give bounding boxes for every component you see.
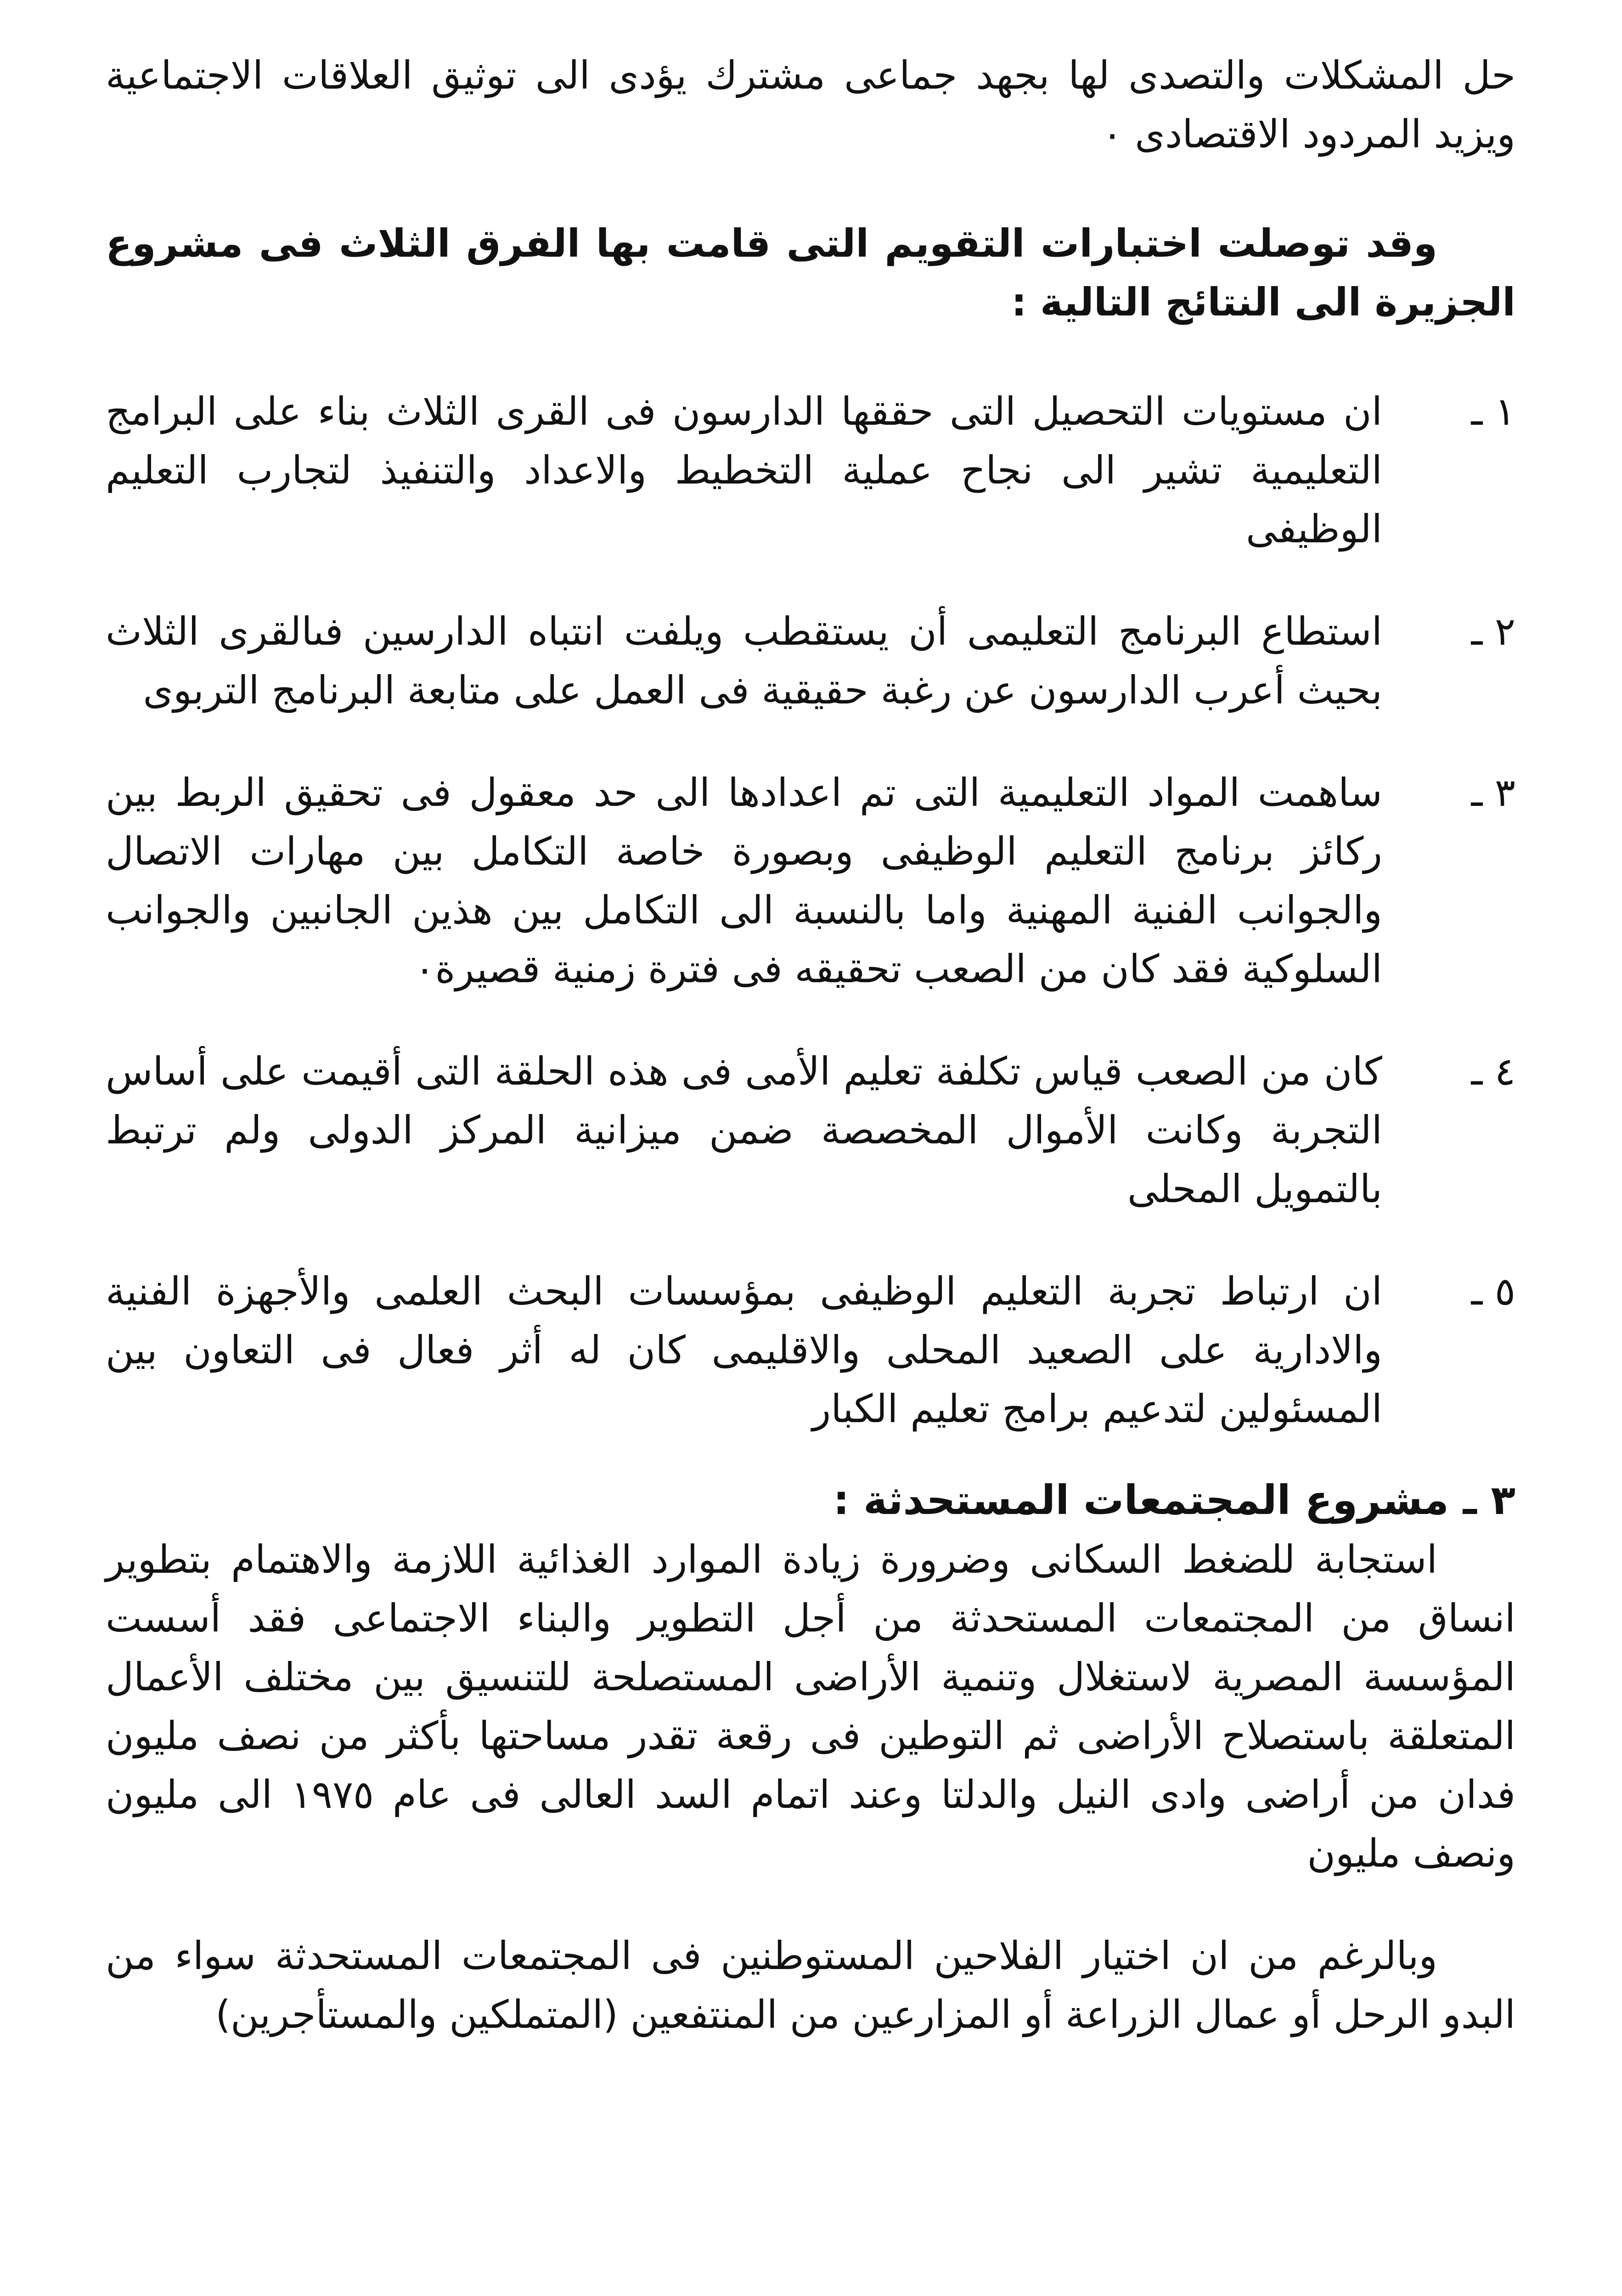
result-item-2 (106, 602, 1515, 720)
result-item-1 (106, 382, 1515, 558)
result-number: ١ ـ (1471, 389, 1515, 434)
result-item-5 (106, 1262, 1515, 1438)
intro-paragraph: حل المشكلات والتصدى لها بجهد جماعى مشترك يؤدى الى توثيق العلاقات الاجتماعية ويزيد المردود الاقتصادى ٠ (106, 53, 1515, 157)
section-paragraph-2: وبالرغم من ان اختيار الفلاحين المستوطنين فى المجتمعات المستحدثة سواء من البدو الرحل أو عمال الزراعة أو المزارعين من المنتفعين (المتملكين والمستأجرين) (106, 1933, 1515, 2037)
result-number: ٣ ـ (1471, 770, 1515, 815)
result-number: ٥ ـ (1471, 1269, 1515, 1314)
result-number: ٢ ـ (1471, 609, 1515, 654)
section-heading: ٣ ـ مشروع المجتمعات المستحدثة : (833, 1476, 1515, 1524)
result-text: ان مستويات التحصيل التى حققها الدارسون فى القرى الثلاث بناء على البرامج التعليمية تشير الى نجاح عملية التخطيط والاعداد والتنفيذ لتجارب التعليم الوظيفى (106, 389, 1382, 551)
document-page (106, 46, 1515, 2044)
result-text: كان من الصعب قياس تكلفة تعليم الأمى فى هذه الحلقة التى أقيمت على أساس التجربة وكانت الأموال المخصصة ضمن ميزانية المركز الدولى ولم ترتبط بالتمويل المحلى (106, 1049, 1382, 1211)
result-text: ان ارتباط تجربة التعليم الوظيفى بمؤسسات البحث العلمى والأجهزة الفنية والادارية على الصعيد المحلى والاقليمى كان له أثر فعال فى التعاون بين المسئولين لتدعيم برامج تعليم الكبار (106, 1269, 1382, 1431)
result-number: ٤ ـ (1471, 1049, 1515, 1094)
results-lead-paragraph: وقد توصلت اختبارات التقويم التى قامت بها الفرق الثلاث فى مشروع الجزيرة الى النتائج التالية : (106, 221, 1515, 325)
section-paragraph-1: استجابة للضغط السكانى وضرورة زيادة الموارد الغذائية اللازمة والاهتمام بتطوير انساق من المجتمعات المستحدثة من أجل التطوير والبناء الاجتماعى فقد أسست المؤسسة المصرية لاستغلال وتنمية الأراضى المستصلحة للتنسيق بين مختلف الأعمال المتعلقة باستصلاح الأراضى ثم التوطين فى رقعة تقدر مساحتها بأكثر من نصف مليون فدان من أراضى وادى النيل والدلتا وعند اتمام السد العالى فى عام ١٩٧٥ الى مليون ونصف مليون (106, 1537, 1515, 1876)
result-item-3 (106, 763, 1515, 998)
result-item-4 (106, 1042, 1515, 1218)
result-text: استطاع البرنامج التعليمى أن يستقطب ويلفت انتباه الدارسين فىالقرى الثلاث بحيث أعرب الدارسون عن رغبة حقيقية فى العمل على متابعة البرنامج التربوى (106, 609, 1382, 713)
result-text: ساهمت المواد التعليمية التى تم اعدادها الى حد معقول فى تحقيق الربط بين ركائز برنامج التعليم الوظيفى وبصورة خاصة التكامل بين مهارات الاتصال والجوانب الفنية المهنية واما بالنسبة الى التكامل بين هذين الجانبين والجوانب السلوكية فقد كان من الصعب تحقيقه فى فترة زمنية قصيرة٠ (106, 770, 1382, 991)
